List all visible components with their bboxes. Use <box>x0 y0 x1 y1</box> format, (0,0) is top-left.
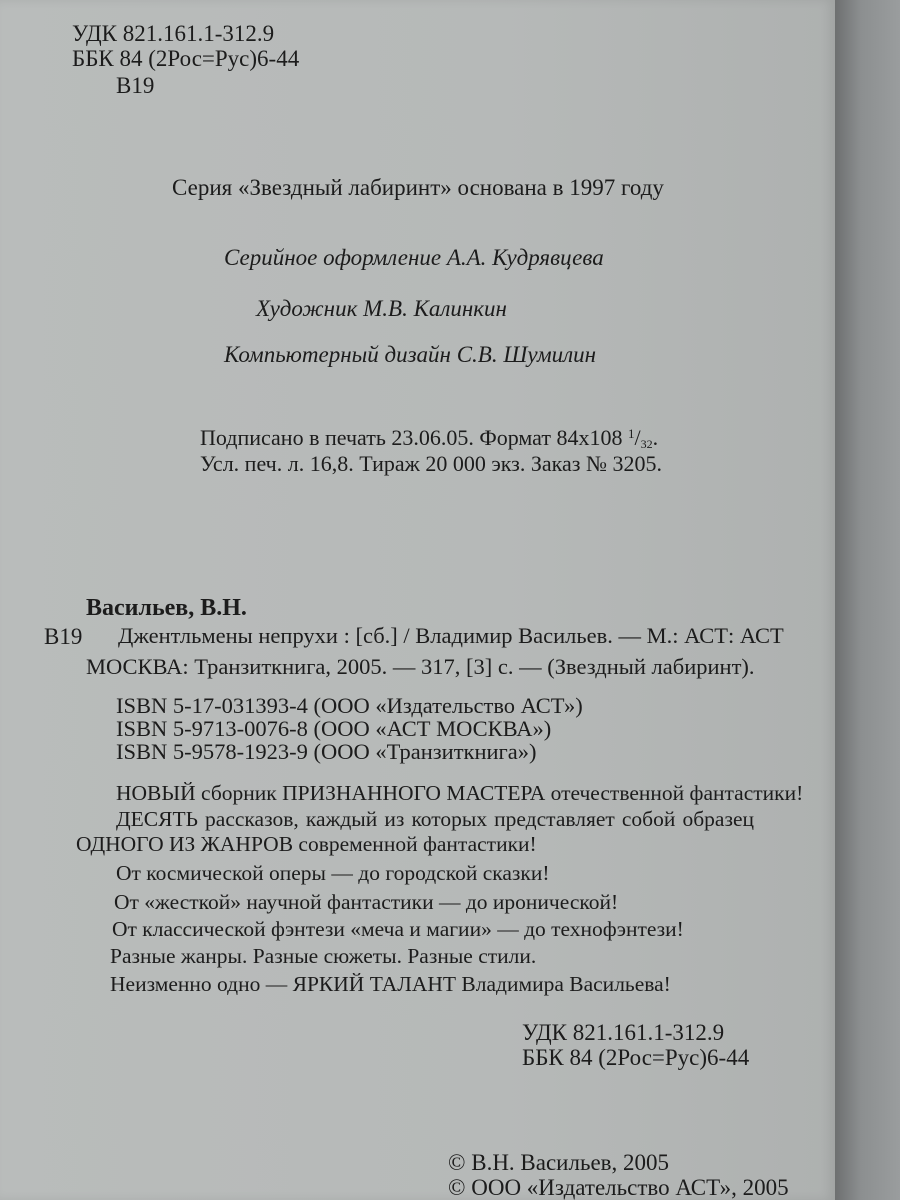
annotation-line4: От космической оперы — до городской сказки! <box>116 861 550 885</box>
credit-computer-design: Компьютерный дизайн С.В. Шумилин <box>224 342 597 367</box>
isbn-ast-moskva: ISBN 5-9713-0076-8 (ООО «АСТ МОСКВА») <box>116 716 552 741</box>
credit-series-design: Серийное оформление А.А. Кудрявцева <box>224 245 604 270</box>
copyright-author: © В.Н. Васильев, 2005 <box>448 1150 670 1175</box>
isbn-ast: ISBN 5-17-031393-4 (ООО «Издательство АСТ») <box>116 693 583 718</box>
catalog-description-line1: Джентльмены непрухи : [сб.] / Владимир Васильев. — М.: АСТ: АСТ <box>118 623 784 648</box>
annotation-line8: Неизменно одно — ЯРКИЙ ТАЛАНТ Владимира Васильева! <box>110 972 671 996</box>
format-slash: / <box>634 425 641 450</box>
annotation-line1: НОВЫЙ сборник ПРИЗНАННОГО МАСТЕРА отечественной фантастики! <box>116 781 804 805</box>
isbn-tranzitkniga: ISBN 5-9578-1923-9 (ООО «Транзиткнига») <box>116 739 537 764</box>
page-edge-shadow <box>835 0 900 1200</box>
catalog-mark: В19 <box>44 624 83 649</box>
bbk-code-top: ББК 84 (2Рос=Рус)6-44 <box>72 46 300 71</box>
series-note: Серия «Звездный лабиринт» основана в 1997 году <box>172 175 664 200</box>
print-info-line1 <box>200 427 658 450</box>
annotation-line2: ДЕСЯТЬ рассказов, каждый из которых представляет собой образец <box>116 807 754 831</box>
annotation-line6: От классической фэнтези «меча и магии» — до технофэнтези! <box>112 917 684 941</box>
catalog-author: Васильев, В.Н. <box>86 595 247 621</box>
author-mark-top: В19 <box>116 73 155 98</box>
format-denominator: 32 <box>640 437 653 451</box>
print-info-line2: Усл. печ. л. 16,8. Тираж 20 000 экз. Заказ № 3205. <box>200 451 662 476</box>
udk-code-card: УДК 821.161.1-312.9 <box>522 1020 725 1045</box>
format-end: . <box>652 425 659 450</box>
credit-artist: Художник М.В. Калинкин <box>256 296 507 321</box>
copyright-publisher: © ООО «Издательство АСТ», 2005 <box>448 1175 789 1200</box>
bbk-code-card: ББК 84 (2Рос=Рус)6-44 <box>522 1045 750 1070</box>
format-numerator: 1 <box>627 426 635 441</box>
annotation-line3: ОДНОГО ИЗ ЖАНРОВ современной фантастики! <box>76 832 537 856</box>
print-info-text: Подписано в печать 23.06.05. Формат 84х108 <box>200 425 628 450</box>
annotation-line7: Разные жанры. Разные сюжеты. Разные стили. <box>110 944 537 968</box>
annotation-line5: От «жесткой» научной фантастики — до иронической! <box>114 890 619 914</box>
udk-code-top: УДК 821.161.1-312.9 <box>72 21 275 46</box>
catalog-description-line2: МОСКВА: Транзиткнига, 2005. — 317, [3] с. — (Звездный лабиринт). <box>86 654 755 679</box>
